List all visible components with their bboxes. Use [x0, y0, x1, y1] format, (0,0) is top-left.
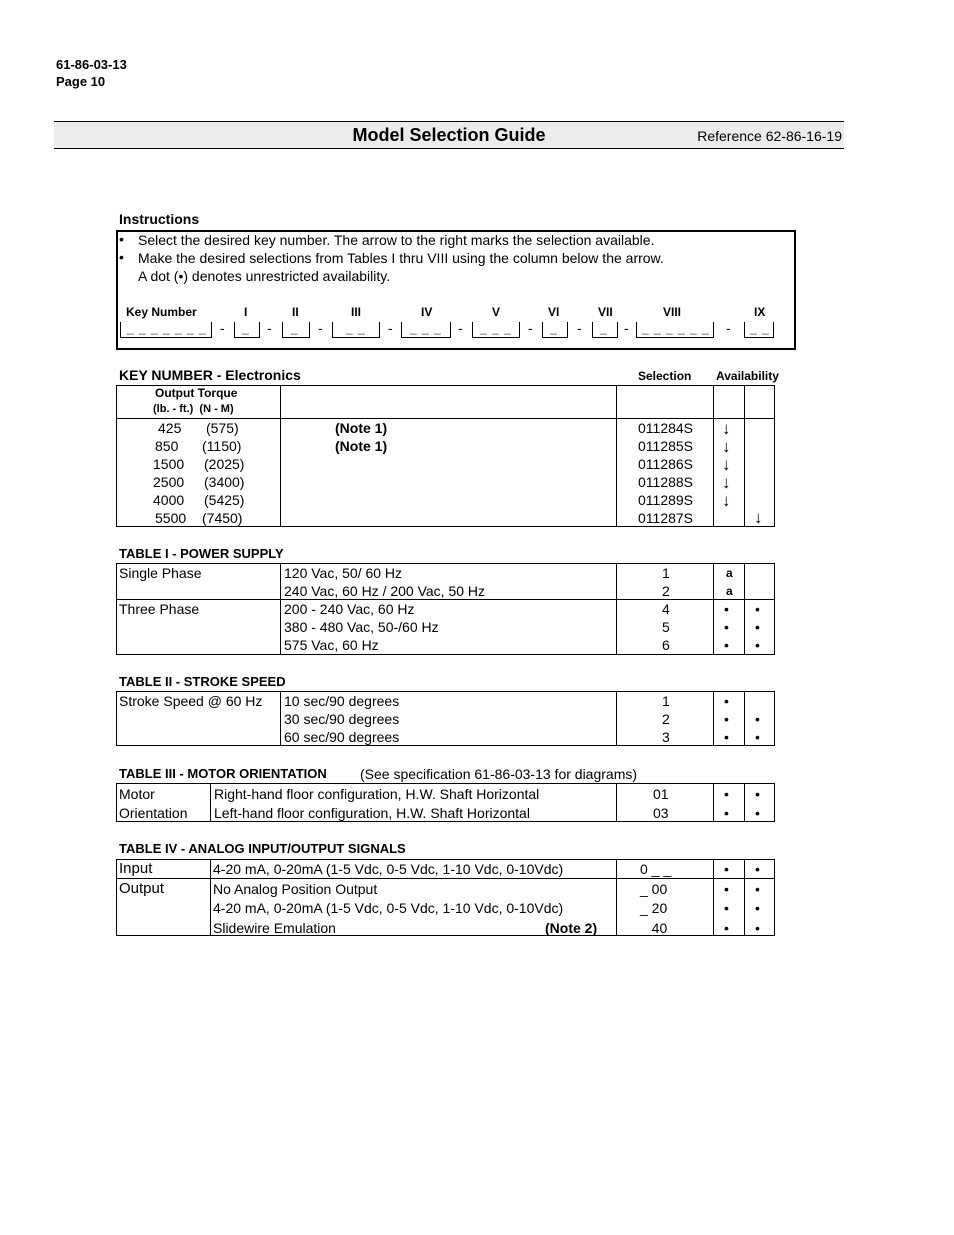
- table3-note: (See specification 61-86-03-13 for diagrams): [360, 766, 638, 782]
- bullet-icon: •: [755, 805, 760, 821]
- group-label: Single Phase: [119, 565, 202, 581]
- selection-code: 011286S: [638, 456, 694, 472]
- key-separator: -: [388, 320, 393, 336]
- reference-number: Reference 62-86-16-19: [697, 128, 842, 144]
- bullet-icon: •: [724, 861, 729, 877]
- row-desc: 60 sec/90 degrees: [284, 729, 400, 745]
- torque-nm: (3400): [204, 474, 245, 490]
- row-desc: 240 Vac, 60 Hz / 200 Vac, 50 Hz: [284, 583, 486, 599]
- key-fill: _: [291, 321, 299, 335]
- arrow-down-icon: ↓: [722, 437, 731, 456]
- key-separator: -: [577, 320, 582, 336]
- key-fill: _: [550, 321, 558, 335]
- key-separator: -: [318, 320, 323, 336]
- row-desc: 10 sec/90 degrees: [284, 693, 400, 709]
- table1-title: TABLE I - POWER SUPPLY: [119, 546, 284, 561]
- key-separator: -: [726, 320, 731, 336]
- key-separator: -: [458, 320, 463, 336]
- torque-lbft: 850: [155, 438, 179, 454]
- key-number-title: KEY NUMBER - Electronics: [119, 367, 301, 383]
- torque-nm: (5425): [204, 492, 245, 508]
- title-bar: [54, 121, 844, 149]
- selection-code: 011287S: [638, 510, 694, 526]
- bullet-icon: •: [724, 881, 729, 897]
- availability-mark: a: [726, 584, 733, 598]
- key-label-iv: IV: [421, 305, 433, 319]
- bullet-icon: •: [755, 601, 760, 617]
- selection-code: 4: [662, 601, 670, 617]
- torque-nm: (1150): [202, 438, 242, 454]
- table4-title: TABLE IV - ANALOG INPUT/OUTPUT SIGNALS: [119, 841, 406, 856]
- row-desc: No Analog Position Output: [213, 881, 378, 897]
- instruction-line: Select the desired key number. The arrow to the right marks the selection available.: [138, 232, 655, 248]
- arrow-down-icon: ↓: [722, 473, 731, 492]
- row-desc: Right-hand floor configuration, H.W. Shaft Horizontal: [214, 786, 540, 802]
- key-label-viii: VIII: [663, 305, 682, 319]
- selection-code: _ 40: [640, 920, 668, 936]
- selection-code: 3: [662, 729, 670, 745]
- torque-nm: (7450): [202, 510, 243, 526]
- key-label-iii: III: [351, 305, 362, 319]
- torque-lbft: 1500: [153, 456, 185, 472]
- torque-nm: (575): [206, 420, 239, 436]
- bullet-icon: •: [755, 729, 760, 745]
- bullet-icon: •: [724, 693, 729, 709]
- bullet-icon: •: [724, 711, 729, 727]
- bullet-icon: •: [724, 805, 729, 821]
- row-desc: 4-20 mA, 0-20mA (1-5 Vdc, 0-5 Vdc, 1-10 Vdc, 0-10Vdc): [213, 861, 564, 877]
- bullet-icon: •: [724, 601, 729, 617]
- group-label: Input: [119, 860, 153, 877]
- group-label: Output: [119, 880, 165, 897]
- bullet-icon: •: [724, 900, 729, 916]
- key-fill: _ _ _ _ _ _ _: [127, 321, 207, 335]
- bullet-icon: •: [724, 729, 729, 745]
- col-torque-units: (lb. - ft.) (N - M): [153, 403, 234, 415]
- group-label: Three Phase: [119, 601, 200, 617]
- bullet-icon: •: [755, 637, 760, 653]
- selection-code: 2: [662, 711, 670, 727]
- bullet-icon: •: [724, 637, 729, 653]
- page-number: Page 10: [56, 74, 106, 89]
- key-label-v: V: [492, 305, 501, 319]
- bullet-icon: •: [724, 920, 729, 936]
- key-label-ii: II: [292, 305, 299, 319]
- table3-title: TABLE III - MOTOR ORIENTATION: [119, 766, 327, 781]
- instruction-bullet: •: [119, 249, 124, 265]
- bullet-icon: •: [755, 920, 760, 936]
- bullet-icon: •: [755, 861, 760, 877]
- key-fill: _ _ _: [480, 321, 512, 335]
- bullet-icon: •: [724, 786, 729, 802]
- selection-code: 011284S: [638, 420, 694, 436]
- row-note: (Note 2): [545, 920, 598, 936]
- selection-code: 01: [653, 786, 669, 802]
- selection-code: 5: [662, 619, 670, 635]
- selection-code: 6: [662, 637, 670, 653]
- arrow-down-icon: ↓: [722, 455, 731, 474]
- row-desc: Left-hand floor configuration, H.W. Shaft Horizontal: [214, 805, 530, 821]
- page-title: Model Selection Guide: [352, 125, 546, 145]
- bullet-icon: •: [755, 786, 760, 802]
- selection-code: 011288S: [638, 474, 694, 490]
- key-fill: _ _: [750, 321, 770, 335]
- key-separator: -: [220, 320, 225, 336]
- instruction-line: A dot (•) denotes unrestricted availability.: [138, 268, 391, 284]
- arrow-down-icon: ↓: [754, 508, 763, 527]
- row-desc: 380 - 480 Vac, 50-/60 Hz: [284, 619, 439, 635]
- selection-code: 2: [662, 583, 670, 599]
- bullet-icon: •: [724, 619, 729, 635]
- bullet-icon: •: [755, 900, 760, 916]
- table1: [116, 563, 775, 655]
- availability-mark: a: [726, 566, 733, 580]
- arrow-down-icon: ↓: [722, 419, 731, 438]
- group-label: Orientation: [119, 805, 188, 821]
- selection-code: 011285S: [638, 438, 694, 454]
- key-fill: _ _ _: [410, 321, 442, 335]
- instruction-line: Make the desired selections from Tables I thru VIII using the column below the arrow.: [138, 250, 664, 266]
- row-note: (Note 1): [335, 420, 388, 436]
- row-desc: 200 - 240 Vac, 60 Hz: [284, 601, 415, 617]
- selection-code: 03: [653, 805, 669, 821]
- col-selection: Selection: [638, 369, 692, 383]
- bullet-icon: •: [755, 619, 760, 635]
- col-availability: Availability: [716, 369, 779, 383]
- instruction-bullet: •: [119, 231, 124, 247]
- row-desc: 120 Vac, 50/ 60 Hz: [284, 565, 403, 581]
- group-label: Stroke Speed @ 60 Hz: [119, 693, 263, 709]
- row-desc: 575 Vac, 60 Hz: [284, 637, 379, 653]
- instructions-heading: Instructions: [119, 211, 200, 227]
- key-fill: _: [242, 321, 250, 335]
- selection-code: 1: [662, 565, 670, 581]
- key-separator: -: [624, 320, 629, 336]
- key-fill: _ _ _ _ _ _: [642, 321, 710, 335]
- row-desc: 30 sec/90 degrees: [284, 711, 400, 727]
- group-label: Motor: [119, 786, 155, 802]
- selection-code: 011289S: [638, 492, 694, 508]
- key-label-key-number: Key Number: [126, 305, 197, 319]
- key-fill: _ _: [346, 321, 366, 335]
- bullet-icon: •: [755, 711, 760, 727]
- bullet-icon: •: [755, 881, 760, 897]
- row-desc: Slidewire Emulation: [213, 920, 336, 936]
- torque-lbft: 425: [158, 420, 182, 436]
- torque-lbft: 2500: [153, 474, 185, 490]
- row-note: (Note 1): [335, 438, 388, 454]
- arrow-down-icon: ↓: [722, 491, 731, 510]
- table2-title: TABLE II - STROKE SPEED: [119, 674, 286, 689]
- selection-code: _ 00: [640, 881, 668, 897]
- doc-number: 61-86-03-13: [56, 57, 127, 72]
- torque-lbft: 5500: [155, 510, 187, 526]
- key-separator: -: [267, 320, 272, 336]
- col-output-torque: Output Torque: [155, 386, 238, 400]
- selection-code: 1: [662, 693, 670, 709]
- key-label-i: I: [244, 305, 248, 319]
- key-label-vii: VII: [598, 305, 613, 319]
- selection-code: _ 20: [640, 900, 668, 916]
- selection-code: 0 _ _: [640, 861, 672, 877]
- key-label-ix: IX: [754, 305, 766, 319]
- key-separator: -: [528, 320, 533, 336]
- row-desc: 4-20 mA, 0-20mA (1-5 Vdc, 0-5 Vdc, 1-10 Vdc, 0-10Vdc): [213, 900, 564, 916]
- key-label-vi: VI: [548, 305, 560, 319]
- torque-lbft: 4000: [153, 492, 185, 508]
- torque-nm: (2025): [204, 456, 245, 472]
- key-fill: _: [600, 321, 608, 335]
